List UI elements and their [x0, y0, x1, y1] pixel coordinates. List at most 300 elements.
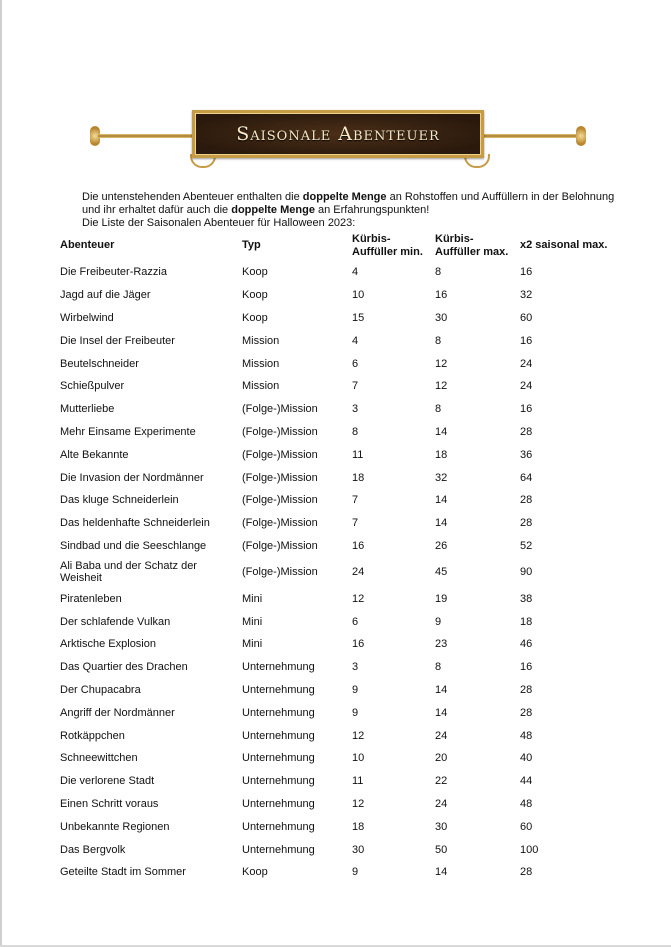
- cell-x2: 28: [520, 425, 533, 438]
- cell-min: 9: [352, 866, 359, 879]
- table-row: [60, 633, 640, 656]
- cell-type-wrap: [242, 329, 336, 352]
- cell-min: 15: [352, 311, 365, 324]
- cell-min-wrap: [352, 747, 436, 770]
- cell-adventure: Die Invasion der Nordmänner: [60, 471, 204, 484]
- banner-plaque: [192, 110, 484, 158]
- cell-adventure: Einen Schritt voraus: [60, 797, 159, 810]
- list-intro: Die Liste der Saisonalen Abenteuer für Halloween 2023:: [82, 217, 356, 229]
- cell-x2-wrap: [520, 793, 640, 816]
- cell-max-wrap: [435, 261, 519, 284]
- cell-type-wrap: [242, 610, 336, 633]
- cell-type: Koop: [242, 289, 268, 302]
- cell-x2-wrap: [520, 838, 640, 861]
- cell-max: 45: [435, 566, 448, 579]
- table-row: [60, 329, 640, 352]
- cell-min-wrap: [352, 421, 436, 444]
- cell-x2-wrap: [520, 535, 640, 558]
- cell-x2: 18: [520, 615, 533, 628]
- cell-max-wrap: [435, 679, 519, 702]
- cell-min-wrap: [352, 793, 436, 816]
- header-seasonal: x2 saisonal max.: [520, 239, 608, 251]
- cell-type: (Folge-)Mission: [242, 539, 318, 552]
- table-row: [60, 724, 640, 747]
- cell-min-wrap: [352, 375, 436, 398]
- cell-type-wrap: [242, 557, 336, 587]
- cell-adventure-wrap: [60, 489, 240, 512]
- cell-adventure-wrap: [60, 466, 240, 489]
- table-row: [60, 352, 640, 375]
- cell-min-wrap: [352, 307, 436, 330]
- cell-max-wrap: [435, 489, 519, 512]
- cell-adventure-wrap: [60, 261, 240, 284]
- table-row: [60, 793, 640, 816]
- cell-type-wrap: [242, 421, 336, 444]
- cell-max-wrap: [435, 307, 519, 330]
- table-row: [60, 656, 640, 679]
- cell-max-wrap: [435, 557, 519, 587]
- cell-adventure-wrap: [60, 861, 240, 884]
- table-row: [60, 701, 640, 724]
- cell-min-wrap: [352, 815, 436, 838]
- cell-x2: 32: [520, 289, 533, 302]
- cell-type-wrap: [242, 466, 336, 489]
- table-row: [60, 587, 640, 610]
- cell-type-wrap: [242, 284, 336, 307]
- cell-min: 24: [352, 566, 365, 579]
- banner-rod-right: [478, 134, 578, 138]
- cell-min: 7: [352, 380, 359, 393]
- header-max-line1: Kürbis-: [435, 233, 474, 245]
- cell-min-wrap: [352, 724, 436, 747]
- cell-x2: 28: [520, 683, 533, 696]
- cell-adventure-wrap: [60, 398, 240, 421]
- cell-type: Mini: [242, 592, 263, 605]
- cell-adventure: Das Quartier des Drachen: [60, 661, 188, 674]
- banner-title: Saisonale Abenteuer: [236, 123, 440, 145]
- cell-adventure-wrap: [60, 838, 240, 861]
- cell-min: 18: [352, 820, 365, 833]
- cell-type-wrap: [242, 512, 336, 535]
- cell-x2-wrap: [520, 610, 640, 633]
- cell-x2-wrap: [520, 587, 640, 610]
- cell-x2-wrap: [520, 633, 640, 656]
- cell-x2-wrap: [520, 284, 640, 307]
- table-body: [60, 261, 640, 884]
- cell-max: 30: [435, 311, 448, 324]
- cell-x2: 38: [520, 592, 533, 605]
- cell-adventure-wrap: [60, 656, 240, 679]
- table-row: [60, 512, 640, 535]
- cell-type: Koop: [242, 311, 268, 324]
- cell-type: (Folge-)Mission: [242, 494, 318, 507]
- cell-type-wrap: [242, 489, 336, 512]
- cell-max: 19: [435, 592, 448, 605]
- cell-min-wrap: [352, 701, 436, 724]
- cell-type-wrap: [242, 633, 336, 656]
- cell-min: 11: [352, 448, 364, 461]
- cell-x2: 90: [520, 566, 533, 579]
- cell-type: (Folge-)Mission: [242, 448, 318, 461]
- cell-adventure: Mutterliebe: [60, 403, 115, 416]
- cell-max: 14: [435, 425, 448, 438]
- cell-x2-wrap: [520, 398, 640, 421]
- cell-x2: 16: [520, 334, 533, 347]
- cell-adventure: Der Chupacabra: [60, 683, 141, 696]
- cell-adventure-wrap: [60, 587, 240, 610]
- cell-adventure: Die Insel der Freibeuter: [60, 334, 175, 347]
- cell-x2: 52: [520, 539, 533, 552]
- cell-min-wrap: [352, 656, 436, 679]
- table-row: [60, 443, 640, 466]
- table-row: [60, 815, 640, 838]
- cell-adventure: Schneewittchen: [60, 752, 138, 765]
- header-max-line2: Auffüller max.: [435, 246, 509, 258]
- cell-x2-wrap: [520, 489, 640, 512]
- cell-max-wrap: [435, 656, 519, 679]
- intro-text-3: an Erfahrungspunkten!: [314, 204, 430, 216]
- table-row: [60, 421, 640, 444]
- cell-type: Mission: [242, 357, 280, 370]
- cell-type: (Folge-)Mission: [242, 566, 318, 579]
- cell-adventure: Das kluge Schneiderlein: [60, 494, 179, 507]
- cell-max: 24: [435, 797, 448, 810]
- cell-max: 14: [435, 517, 448, 530]
- table-row: [60, 535, 640, 558]
- cell-min-wrap: [352, 838, 436, 861]
- cell-adventure: Angriff der Nordmänner: [60, 706, 175, 719]
- cell-x2: 48: [520, 797, 533, 810]
- cell-adventure-wrap: [60, 535, 240, 558]
- cell-x2-wrap: [520, 701, 640, 724]
- cell-min: 8: [352, 425, 359, 438]
- cell-max: 8: [435, 266, 442, 279]
- cell-x2-wrap: [520, 421, 640, 444]
- cell-max-wrap: [435, 329, 519, 352]
- cell-adventure: Jagd auf die Jäger: [60, 289, 151, 302]
- cell-type-wrap: [242, 770, 336, 793]
- cell-min: 9: [352, 683, 359, 696]
- cell-adventure-wrap: [60, 352, 240, 375]
- cell-type: (Folge-)Mission: [242, 471, 318, 484]
- cell-adventure-wrap: [60, 724, 240, 747]
- cell-x2-wrap: [520, 679, 640, 702]
- cell-type: Unternehmung: [242, 797, 315, 810]
- cell-x2-wrap: [520, 375, 640, 398]
- cell-x2-wrap: [520, 656, 640, 679]
- cell-adventure: Rotkäppchen: [60, 729, 125, 742]
- table-row: [60, 557, 640, 587]
- cell-min-wrap: [352, 466, 436, 489]
- cell-adventure: Geteilte Stadt im Sommer: [60, 866, 186, 879]
- cell-min: 4: [352, 334, 359, 347]
- cell-adventure-wrap: [60, 512, 240, 535]
- cell-min: 12: [352, 592, 365, 605]
- cell-type-wrap: [242, 724, 336, 747]
- cell-min-wrap: [352, 861, 436, 884]
- cell-max: 26: [435, 539, 448, 552]
- cell-min-wrap: [352, 261, 436, 284]
- header-min-line1: Kürbis-: [352, 233, 391, 245]
- cell-min: 6: [352, 615, 359, 628]
- table-row: [60, 770, 640, 793]
- page-edge-left: [0, 0, 2, 947]
- cell-max: 8: [435, 334, 442, 347]
- cell-min-wrap: [352, 512, 436, 535]
- header-adventure: Abenteuer: [60, 239, 115, 251]
- cell-type: Mini: [242, 638, 263, 651]
- intro-bold-2: doppelte Menge: [231, 204, 315, 216]
- cell-type-wrap: [242, 352, 336, 375]
- cell-min: 30: [352, 843, 365, 856]
- cell-max-wrap: [435, 610, 519, 633]
- cell-adventure-wrap: [60, 284, 240, 307]
- cell-x2: 28: [520, 517, 533, 530]
- cell-adventure-wrap: [60, 610, 240, 633]
- cell-x2: 48: [520, 729, 533, 742]
- cell-min: 4: [352, 266, 359, 279]
- table-row: [60, 838, 640, 861]
- cell-max: 14: [435, 706, 448, 719]
- cell-x2: 64: [520, 471, 533, 484]
- cell-max-wrap: [435, 770, 519, 793]
- cell-type-wrap: [242, 861, 336, 884]
- cell-max: 16: [435, 289, 448, 302]
- cell-x2: 60: [520, 820, 533, 833]
- cell-type: Unternehmung: [242, 820, 315, 833]
- cell-type: (Folge-)Mission: [242, 517, 318, 530]
- cell-adventure: Unbekannte Regionen: [60, 820, 170, 833]
- title-banner: [90, 110, 586, 166]
- cell-x2: 28: [520, 494, 533, 507]
- header-type: Typ: [242, 239, 261, 251]
- cell-min-wrap: [352, 329, 436, 352]
- cell-adventure: Wirbelwind: [60, 311, 114, 324]
- cell-adventure-wrap: [60, 421, 240, 444]
- cell-x2-wrap: [520, 747, 640, 770]
- banner-rod-left: [98, 134, 198, 138]
- cell-adventure: Die Freibeuter-Razzia: [60, 266, 167, 279]
- cell-min-wrap: [352, 352, 436, 375]
- cell-type-wrap: [242, 443, 336, 466]
- intro-text: [82, 191, 622, 230]
- cell-max-wrap: [435, 512, 519, 535]
- header-min: [352, 233, 436, 259]
- cell-x2: 60: [520, 311, 533, 324]
- cell-max: 9: [435, 615, 442, 628]
- cell-max-wrap: [435, 398, 519, 421]
- cell-type: Mini: [242, 615, 263, 628]
- cell-adventure-wrap: [60, 770, 240, 793]
- table-row: [60, 489, 640, 512]
- cell-type-wrap: [242, 656, 336, 679]
- table-row: [60, 610, 640, 633]
- table-row: [60, 284, 640, 307]
- cell-type: (Folge-)Mission: [242, 425, 318, 438]
- cell-min-wrap: [352, 489, 436, 512]
- cell-type-wrap: [242, 815, 336, 838]
- cell-max-wrap: [435, 443, 519, 466]
- table-row: [60, 261, 640, 284]
- cell-adventure: Arktische Explosion: [60, 638, 156, 651]
- cell-min: 12: [352, 729, 365, 742]
- cell-min: 9: [352, 706, 359, 719]
- cell-adventure-wrap: [60, 701, 240, 724]
- cell-min-wrap: [352, 633, 436, 656]
- cell-type-wrap: [242, 535, 336, 558]
- cell-max-wrap: [435, 861, 519, 884]
- cell-max-wrap: [435, 838, 519, 861]
- cell-type: Mission: [242, 380, 280, 393]
- cell-type-wrap: [242, 398, 336, 421]
- cell-min: 18: [352, 471, 365, 484]
- header-max: [435, 233, 519, 259]
- cell-adventure-wrap: [60, 557, 240, 587]
- cell-x2: 24: [520, 380, 533, 393]
- cell-type: Unternehmung: [242, 683, 315, 696]
- cell-max-wrap: [435, 633, 519, 656]
- cell-x2: 100: [520, 843, 539, 856]
- cell-max: 32: [435, 471, 448, 484]
- cell-x2-wrap: [520, 443, 640, 466]
- cell-x2: 16: [520, 403, 533, 416]
- cell-x2: 16: [520, 661, 533, 674]
- cell-type: Unternehmung: [242, 843, 315, 856]
- cell-adventure-wrap: [60, 375, 240, 398]
- cell-type: Koop: [242, 266, 268, 279]
- cell-min: 16: [352, 539, 365, 552]
- cell-adventure-wrap: [60, 443, 240, 466]
- cell-type: (Folge-)Mission: [242, 403, 318, 416]
- cell-max: 30: [435, 820, 448, 833]
- cell-max-wrap: [435, 535, 519, 558]
- cell-min: 7: [352, 494, 359, 507]
- cell-max-wrap: [435, 701, 519, 724]
- cell-min-wrap: [352, 557, 436, 587]
- cell-x2-wrap: [520, 512, 640, 535]
- table-row: [60, 398, 640, 421]
- cell-min: 11: [352, 775, 364, 788]
- cell-type-wrap: [242, 793, 336, 816]
- cell-max-wrap: [435, 587, 519, 610]
- cell-min-wrap: [352, 398, 436, 421]
- cell-min-wrap: [352, 535, 436, 558]
- cell-adventure-wrap: [60, 329, 240, 352]
- cell-min: 10: [352, 752, 365, 765]
- cell-max-wrap: [435, 352, 519, 375]
- cell-adventure: Der schlafende Vulkan: [60, 615, 171, 628]
- cell-max-wrap: [435, 466, 519, 489]
- cell-x2: 16: [520, 266, 533, 279]
- cell-type-wrap: [242, 587, 336, 610]
- cell-x2: 44: [520, 775, 533, 788]
- cell-max: 20: [435, 752, 448, 765]
- table-row: [60, 307, 640, 330]
- cell-x2: 40: [520, 752, 533, 765]
- cell-max-wrap: [435, 724, 519, 747]
- cell-x2-wrap: [520, 261, 640, 284]
- cell-min-wrap: [352, 443, 436, 466]
- intro-paragraph: [82, 191, 622, 217]
- cell-min-wrap: [352, 284, 436, 307]
- cell-min: 6: [352, 357, 359, 370]
- cell-x2: 24: [520, 357, 533, 370]
- cell-x2: 46: [520, 638, 533, 651]
- cell-min: 12: [352, 797, 365, 810]
- cell-x2-wrap: [520, 352, 640, 375]
- cell-adventure: Schießpulver: [60, 380, 125, 393]
- cell-type-wrap: [242, 679, 336, 702]
- cell-max: 14: [435, 866, 448, 879]
- cell-max: 14: [435, 494, 448, 507]
- cell-adventure: Alte Bekannte: [60, 448, 129, 461]
- cell-adventure: Piratenleben: [60, 592, 122, 605]
- banner-finial-right: [576, 126, 586, 146]
- cell-max-wrap: [435, 793, 519, 816]
- cell-max: 8: [435, 403, 442, 416]
- cell-max: 12: [435, 357, 448, 370]
- cell-x2: 28: [520, 866, 533, 879]
- table-row: [60, 375, 640, 398]
- cell-x2-wrap: [520, 861, 640, 884]
- cell-min: 3: [352, 661, 359, 674]
- table-row: [60, 679, 640, 702]
- cell-adventure: Die verlorene Stadt: [60, 775, 155, 788]
- cell-max: 14: [435, 683, 448, 696]
- cell-max: 8: [435, 661, 442, 674]
- cell-max: 22: [435, 775, 448, 788]
- cell-type: Unternehmung: [242, 661, 315, 674]
- cell-type-wrap: [242, 261, 336, 284]
- cell-type: Unternehmung: [242, 706, 315, 719]
- cell-type: Unternehmung: [242, 752, 315, 765]
- cell-max: 18: [435, 448, 448, 461]
- intro-bold-1: doppelte Menge: [302, 191, 387, 203]
- intro-text-2: an Rohstoffen und Auffüllern in der Belohnung und ihr erhaltet dafür auch die: [82, 191, 615, 216]
- cell-adventure-wrap: [60, 633, 240, 656]
- cell-max: 23: [435, 638, 448, 651]
- adventures-table: [60, 231, 640, 884]
- cell-min: 16: [352, 638, 365, 651]
- cell-x2-wrap: [520, 815, 640, 838]
- table-header: [60, 231, 640, 261]
- cell-adventure-wrap: [60, 747, 240, 770]
- cell-type-wrap: [242, 838, 336, 861]
- cell-adventure: Mehr Einsame Experimente: [60, 425, 196, 438]
- table-row: [60, 861, 640, 884]
- cell-type: Unternehmung: [242, 775, 315, 788]
- cell-min: 3: [352, 403, 359, 416]
- cell-max-wrap: [435, 375, 519, 398]
- cell-adventure: Das heldenhafte Schneiderlein: [60, 517, 210, 530]
- cell-type-wrap: [242, 701, 336, 724]
- cell-type-wrap: [242, 375, 336, 398]
- cell-min-wrap: [352, 587, 436, 610]
- cell-adventure: Beutelschneider: [60, 357, 139, 370]
- cell-min-wrap: [352, 610, 436, 633]
- cell-max: 24: [435, 729, 448, 742]
- cell-min: 10: [352, 289, 365, 302]
- cell-max: 12: [435, 380, 448, 393]
- cell-x2-wrap: [520, 724, 640, 747]
- cell-type: Mission: [242, 334, 280, 347]
- cell-adventure-wrap: [60, 679, 240, 702]
- cell-min: 7: [352, 517, 359, 530]
- cell-min-wrap: [352, 679, 436, 702]
- cell-type: Unternehmung: [242, 729, 315, 742]
- cell-x2-wrap: [520, 770, 640, 793]
- cell-x2-wrap: [520, 466, 640, 489]
